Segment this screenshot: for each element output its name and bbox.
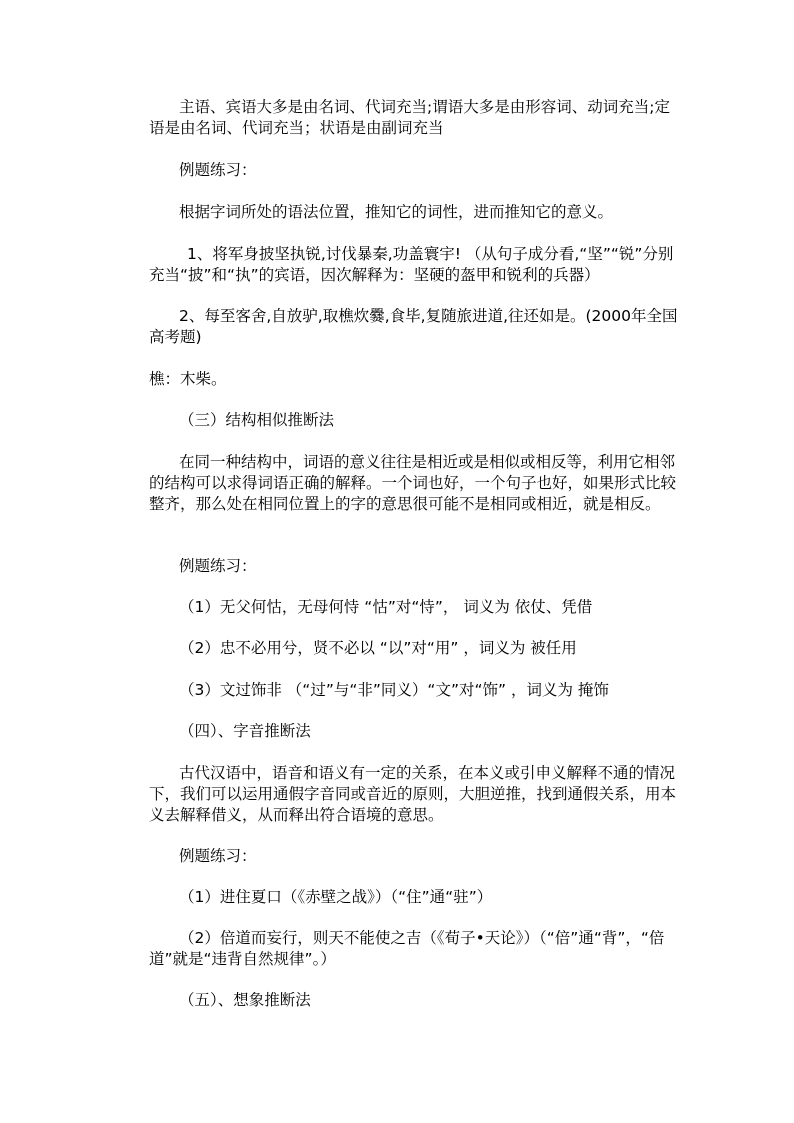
exercise-item-5: （2）倍道而妄行，则天不能使之吉（《荀子•天论》）（“倍”通“背”，“倍道”就是“违背自然规律”。）	[149, 929, 665, 968]
exercise-item-3: （3）文过饰非 （“过”与“非”同义）“文”对“饰” ，词义为 掩饰	[179, 681, 609, 699]
exercise-item-1: （1）无父何怙，无母何恃 “怙”对“恃”， 词义为 依仗、凭借	[179, 598, 593, 616]
grammar-roles-paragraph: 主语、宾语大多是由名词、代词充当;谓语大多是由形容词、动词充当;定语是由名词、代词充当；状语是由副词充当	[149, 98, 670, 137]
exercise-heading: 例题练习：	[179, 161, 257, 179]
example-2-paragraph: 2、每至客舍,自放驴,取樵炊爨,食毕,复随旅进道,往还如是。(2000年全国高考题)	[149, 307, 678, 346]
section-three-heading: （三）结构相似推断法	[179, 411, 335, 429]
grammar-position-paragraph: 根据字词所处的语法位置，推知它的词性，进而推知它的意义。	[179, 203, 614, 221]
structure-method-paragraph: 在同一种结构中，词语的意义往往是相近或是相似或相反等，利用它相邻的结构可以求得词语正确的解释。一个词也好，一个句子也好，如果形式比较整齐，那么处在相同位置上的字的意思很可能不是相同或相近，就是相反。	[149, 453, 677, 513]
section-four-heading: （四）、字音推断法	[179, 722, 311, 740]
sound-method-paragraph: 古代汉语中，语音和语义有一定的关系，在本义或引申义解释不通的情况下，我们可以运用通假字音同或音近的原则，大胆逆推，找到通假关系，用本义去解释借义，从而释出符合语境的意思。	[149, 764, 677, 824]
word-gloss-paragraph: 樵：木柴。	[149, 370, 227, 388]
exercise-item-4: （1）进住夏口（《赤壁之战》）（“住”通“驻”）	[179, 888, 493, 906]
section-five-heading: （五）、想象推断法	[179, 991, 311, 1009]
example-1-paragraph: 1、将军身披坚执锐,讨伐暴秦,功盖寰宇! （从句子成分看,“坚”“锐”分别充当“披”和“执”的宾语，因次解释为：坚硬的盔甲和锐利的兵器）	[149, 245, 674, 284]
exercise-item-2: （2）忠不必用兮，贤不必以 “以”对“用” ，词义为 被任用	[179, 639, 577, 657]
exercise-heading-3: 例题练习：	[179, 847, 257, 865]
exercise-heading-2: 例题练习：	[179, 557, 257, 575]
